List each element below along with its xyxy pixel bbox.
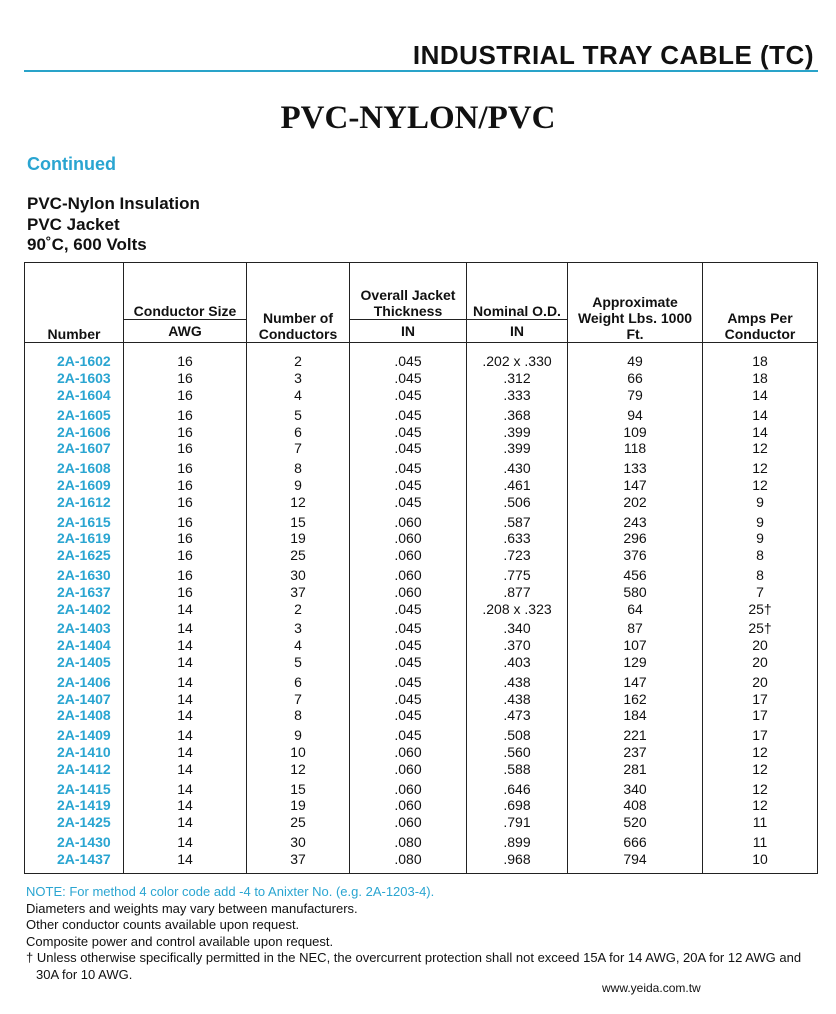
- cell-weight: 202: [568, 493, 703, 510]
- method-note: NOTE: For method 4 color code add -4 to Anixter No. (e.g. 2A-1203-4).: [26, 884, 435, 899]
- cell-amps: 20: [703, 654, 818, 671]
- cell-conductors: 5: [247, 403, 350, 423]
- cell-od: .438: [467, 690, 568, 707]
- spec-insulation: PVC-Nylon Insulation: [27, 194, 200, 213]
- cell-weight: 107: [568, 637, 703, 654]
- cell-jacket: .060: [350, 760, 467, 777]
- cell-jacket: .080: [350, 831, 467, 851]
- cell-amps: 14: [703, 423, 818, 440]
- cell-weight: 184: [568, 707, 703, 724]
- cell-weight: 221: [568, 724, 703, 744]
- table-row: [25, 744, 818, 761]
- cell-od: .438: [467, 670, 568, 690]
- cell-number: 2A-1402: [25, 600, 124, 617]
- cell-jacket: .045: [350, 477, 467, 494]
- cell-amps: 8: [703, 547, 818, 564]
- cell-conductors: 4: [247, 637, 350, 654]
- cell-conductors: 2: [247, 343, 350, 370]
- header-od-unit: IN: [467, 320, 568, 343]
- cell-od: .587: [467, 510, 568, 530]
- cell-weight: 340: [568, 777, 703, 797]
- table-row: [25, 760, 818, 777]
- cell-number: 2A-1408: [25, 707, 124, 724]
- cell-awg: 14: [124, 690, 247, 707]
- cell-weight: 281: [568, 760, 703, 777]
- cell-od: .508: [467, 724, 568, 744]
- cell-od: .399: [467, 440, 568, 457]
- cell-od: .588: [467, 760, 568, 777]
- cell-amps: 14: [703, 403, 818, 423]
- cell-jacket: .060: [350, 547, 467, 564]
- cell-number: 2A-1615: [25, 510, 124, 530]
- cell-weight: 79: [568, 387, 703, 404]
- cell-conductors: 15: [247, 510, 350, 530]
- cell-number: 2A-1407: [25, 690, 124, 707]
- cell-weight: 109: [568, 423, 703, 440]
- table-row: [25, 457, 818, 477]
- table-row: [25, 403, 818, 423]
- cell-od: .333: [467, 387, 568, 404]
- dagger-footnote: † Unless otherwise specifically permitted in the NEC, the overcurrent protection shall not exceed 15A for 14 AWG, 20A for 12 AWG and 30A for 10 AWG.: [26, 950, 802, 982]
- cell-number: 2A-1608: [25, 457, 124, 477]
- cell-awg: 14: [124, 850, 247, 873]
- table-row: [25, 370, 818, 387]
- cell-amps: 11: [703, 831, 818, 851]
- cell-conductors: 2: [247, 600, 350, 617]
- cell-od: .877: [467, 583, 568, 600]
- cell-conductors: 9: [247, 477, 350, 494]
- note-line: Composite power and control available upon request.: [26, 933, 334, 949]
- cell-number: 2A-1637: [25, 583, 124, 600]
- cell-amps: 9: [703, 510, 818, 530]
- table-row: [25, 440, 818, 457]
- cell-amps: 17: [703, 724, 818, 744]
- table-body: [25, 343, 818, 874]
- table-row: [25, 387, 818, 404]
- cell-weight: 66: [568, 370, 703, 387]
- cell-awg: 14: [124, 744, 247, 761]
- header-number-of-conductors: Number of Conductors: [247, 263, 350, 343]
- cell-od: .775: [467, 564, 568, 584]
- cell-awg: 14: [124, 617, 247, 637]
- cell-awg: 14: [124, 814, 247, 831]
- header-amps: Amps Per Conductor: [703, 263, 818, 343]
- cell-jacket: .045: [350, 370, 467, 387]
- table-row: [25, 510, 818, 530]
- table-row: [25, 797, 818, 814]
- notes: [26, 884, 816, 983]
- table-row: [25, 654, 818, 671]
- cell-awg: 16: [124, 440, 247, 457]
- table-row: [25, 814, 818, 831]
- cell-weight: 296: [568, 530, 703, 547]
- cell-weight: 794: [568, 850, 703, 873]
- cell-awg: 14: [124, 760, 247, 777]
- cell-awg: 14: [124, 724, 247, 744]
- cell-amps: 25†: [703, 617, 818, 637]
- table-row: [25, 637, 818, 654]
- header-jacket-unit: IN: [350, 320, 467, 343]
- cell-awg: 16: [124, 547, 247, 564]
- cell-number: 2A-1419: [25, 797, 124, 814]
- cell-weight: 666: [568, 831, 703, 851]
- cell-conductors: 3: [247, 370, 350, 387]
- header-nominal-od: Nominal O.D.: [467, 263, 568, 320]
- cell-conductors: 15: [247, 777, 350, 797]
- cell-awg: 16: [124, 387, 247, 404]
- cell-number: 2A-1403: [25, 617, 124, 637]
- cell-number: 2A-1607: [25, 440, 124, 457]
- cell-awg: 16: [124, 457, 247, 477]
- cell-conductors: 30: [247, 831, 350, 851]
- cell-weight: 408: [568, 797, 703, 814]
- cell-amps: 20: [703, 670, 818, 690]
- cell-od: .968: [467, 850, 568, 873]
- cell-conductors: 9: [247, 724, 350, 744]
- cell-od: .899: [467, 831, 568, 851]
- table-row: [25, 777, 818, 797]
- cell-amps: 18: [703, 370, 818, 387]
- cell-amps: 12: [703, 477, 818, 494]
- cell-od: .430: [467, 457, 568, 477]
- cell-number: 2A-1619: [25, 530, 124, 547]
- cell-od: .461: [467, 477, 568, 494]
- cell-jacket: .045: [350, 670, 467, 690]
- note-line: Other conductor counts available upon request.: [26, 917, 300, 932]
- cell-number: 2A-1425: [25, 814, 124, 831]
- cable-specs: [27, 194, 200, 256]
- cell-number: 2A-1625: [25, 547, 124, 564]
- cell-conductors: 5: [247, 654, 350, 671]
- cell-jacket: .045: [350, 637, 467, 654]
- cell-weight: 49: [568, 343, 703, 370]
- cell-od: .698: [467, 797, 568, 814]
- cell-jacket: .060: [350, 530, 467, 547]
- table-row: [25, 670, 818, 690]
- cell-number: 2A-1602: [25, 343, 124, 370]
- cell-conductors: 6: [247, 670, 350, 690]
- cell-amps: 12: [703, 760, 818, 777]
- cell-weight: 520: [568, 814, 703, 831]
- cell-weight: 118: [568, 440, 703, 457]
- cell-od: .791: [467, 814, 568, 831]
- cell-amps: 12: [703, 797, 818, 814]
- cell-awg: 16: [124, 370, 247, 387]
- cell-weight: 64: [568, 600, 703, 617]
- table-row: [25, 690, 818, 707]
- cell-awg: 14: [124, 600, 247, 617]
- cell-weight: 147: [568, 670, 703, 690]
- cell-number: 2A-1437: [25, 850, 124, 873]
- cell-amps: 7: [703, 583, 818, 600]
- cell-weight: 456: [568, 564, 703, 584]
- cell-conductors: 8: [247, 457, 350, 477]
- cell-jacket: .060: [350, 777, 467, 797]
- cell-jacket: .045: [350, 493, 467, 510]
- header-conductor-size: Conductor Size: [124, 263, 247, 320]
- cell-number: 2A-1404: [25, 637, 124, 654]
- cell-jacket: .045: [350, 343, 467, 370]
- cell-weight: 133: [568, 457, 703, 477]
- cell-amps: 9: [703, 530, 818, 547]
- cell-jacket: .060: [350, 797, 467, 814]
- cell-number: 2A-1410: [25, 744, 124, 761]
- cell-awg: 14: [124, 707, 247, 724]
- cell-jacket: .045: [350, 440, 467, 457]
- cell-conductors: 6: [247, 423, 350, 440]
- cell-amps: 11: [703, 814, 818, 831]
- cell-number: 2A-1406: [25, 670, 124, 690]
- cell-jacket: .045: [350, 617, 467, 637]
- cell-amps: 25†: [703, 600, 818, 617]
- cell-conductors: 12: [247, 760, 350, 777]
- table-row: [25, 493, 818, 510]
- cell-amps: 17: [703, 707, 818, 724]
- cell-jacket: .045: [350, 707, 467, 724]
- cell-jacket: .060: [350, 564, 467, 584]
- cell-conductors: 10: [247, 744, 350, 761]
- cell-conductors: 12: [247, 493, 350, 510]
- cell-od: .723: [467, 547, 568, 564]
- cell-number: 2A-1609: [25, 477, 124, 494]
- cell-number: 2A-1604: [25, 387, 124, 404]
- cell-amps: 9: [703, 493, 818, 510]
- table-row: [25, 547, 818, 564]
- cell-number: 2A-1603: [25, 370, 124, 387]
- cell-awg: 14: [124, 654, 247, 671]
- cell-awg: 16: [124, 343, 247, 370]
- continued-label: Continued: [27, 154, 116, 174]
- cell-conductors: 8: [247, 707, 350, 724]
- cell-awg: 14: [124, 777, 247, 797]
- table-row: [25, 343, 818, 370]
- cell-jacket: .060: [350, 583, 467, 600]
- cell-jacket: .045: [350, 403, 467, 423]
- cell-od: .403: [467, 654, 568, 671]
- cell-jacket: .045: [350, 423, 467, 440]
- cell-od: .473: [467, 707, 568, 724]
- spec-jacket: PVC Jacket: [27, 214, 120, 234]
- cell-conductors: 37: [247, 583, 350, 600]
- cell-awg: 16: [124, 510, 247, 530]
- cell-awg: 16: [124, 583, 247, 600]
- cell-number: 2A-1605: [25, 403, 124, 423]
- cell-weight: 147: [568, 477, 703, 494]
- cell-jacket: .045: [350, 457, 467, 477]
- header-weight: Approximate Weight Lbs. 1000 Ft.: [568, 263, 703, 343]
- table-row: [25, 724, 818, 744]
- cell-od: .312: [467, 370, 568, 387]
- cell-amps: 18: [703, 343, 818, 370]
- cell-amps: 12: [703, 440, 818, 457]
- cell-conductors: 19: [247, 797, 350, 814]
- cell-number: 2A-1612: [25, 493, 124, 510]
- cell-amps: 12: [703, 777, 818, 797]
- cell-amps: 14: [703, 387, 818, 404]
- header-awg-unit: AWG: [124, 320, 247, 343]
- cell-number: 2A-1409: [25, 724, 124, 744]
- cell-number: 2A-1430: [25, 831, 124, 851]
- cell-conductors: 30: [247, 564, 350, 584]
- cell-number: 2A-1415: [25, 777, 124, 797]
- table-row: [25, 850, 818, 873]
- cell-jacket: .045: [350, 724, 467, 744]
- cell-jacket: .045: [350, 690, 467, 707]
- cell-awg: 16: [124, 493, 247, 510]
- cell-weight: 237: [568, 744, 703, 761]
- cell-number: 2A-1606: [25, 423, 124, 440]
- cell-weight: 580: [568, 583, 703, 600]
- cell-od: .399: [467, 423, 568, 440]
- header-divider: [24, 70, 818, 72]
- cell-jacket: .045: [350, 654, 467, 671]
- header-jacket-thickness: Overall Jacket Thickness: [350, 263, 467, 320]
- cell-od: .633: [467, 530, 568, 547]
- header-number: Number: [25, 263, 124, 343]
- cell-weight: 94: [568, 403, 703, 423]
- cable-table: [24, 262, 818, 874]
- cell-number: 2A-1412: [25, 760, 124, 777]
- cell-od: .340: [467, 617, 568, 637]
- cell-conductors: 4: [247, 387, 350, 404]
- header-title: INDUSTRIAL TRAY CABLE (TC): [412, 40, 814, 70]
- cell-jacket: .060: [350, 744, 467, 761]
- cell-conductors: 37: [247, 850, 350, 873]
- cell-awg: 16: [124, 423, 247, 440]
- cell-weight: 243: [568, 510, 703, 530]
- cell-awg: 16: [124, 530, 247, 547]
- cell-od: .202 x .330: [467, 343, 568, 370]
- table-row: [25, 564, 818, 584]
- cell-awg: 16: [124, 403, 247, 423]
- cell-awg: 14: [124, 637, 247, 654]
- cell-od: .506: [467, 493, 568, 510]
- cell-weight: 129: [568, 654, 703, 671]
- cell-conductors: 3: [247, 617, 350, 637]
- cell-od: .368: [467, 403, 568, 423]
- cell-conductors: 19: [247, 530, 350, 547]
- cell-number: 2A-1630: [25, 564, 124, 584]
- cell-weight: 162: [568, 690, 703, 707]
- cell-jacket: .080: [350, 850, 467, 873]
- table-row: [25, 600, 818, 617]
- cell-awg: 14: [124, 670, 247, 690]
- cell-jacket: .045: [350, 600, 467, 617]
- cell-weight: 87: [568, 617, 703, 637]
- table-row: [25, 530, 818, 547]
- page-title: PVC-NYLON/PVC: [280, 100, 556, 136]
- cell-awg: 14: [124, 831, 247, 851]
- cell-amps: 20: [703, 637, 818, 654]
- table-row: [25, 477, 818, 494]
- note-line: Diameters and weights may vary between manufacturers.: [26, 900, 358, 916]
- cell-conductors: 7: [247, 440, 350, 457]
- table-row: [25, 617, 818, 637]
- spec-rating: 90˚C, 600 Volts: [27, 235, 147, 254]
- cell-amps: 12: [703, 744, 818, 761]
- cell-jacket: .060: [350, 510, 467, 530]
- cell-conductors: 7: [247, 690, 350, 707]
- cell-amps: 10: [703, 850, 818, 873]
- cell-conductors: 25: [247, 547, 350, 564]
- cell-number: 2A-1405: [25, 654, 124, 671]
- cell-awg: 16: [124, 477, 247, 494]
- cell-od: .208 x .323: [467, 600, 568, 617]
- cell-amps: 17: [703, 690, 818, 707]
- table-row: [25, 583, 818, 600]
- cell-od: .560: [467, 744, 568, 761]
- cell-amps: 12: [703, 457, 818, 477]
- cell-jacket: .045: [350, 387, 467, 404]
- cell-jacket: .060: [350, 814, 467, 831]
- table-row: [25, 707, 818, 724]
- cell-awg: 14: [124, 797, 247, 814]
- table-row: [25, 831, 818, 851]
- website-url: www.yeida.com.tw: [602, 981, 701, 995]
- cell-amps: 8: [703, 564, 818, 584]
- cell-awg: 16: [124, 564, 247, 584]
- cell-weight: 376: [568, 547, 703, 564]
- cell-od: .370: [467, 637, 568, 654]
- table-row: [25, 423, 818, 440]
- cell-conductors: 25: [247, 814, 350, 831]
- cell-od: .646: [467, 777, 568, 797]
